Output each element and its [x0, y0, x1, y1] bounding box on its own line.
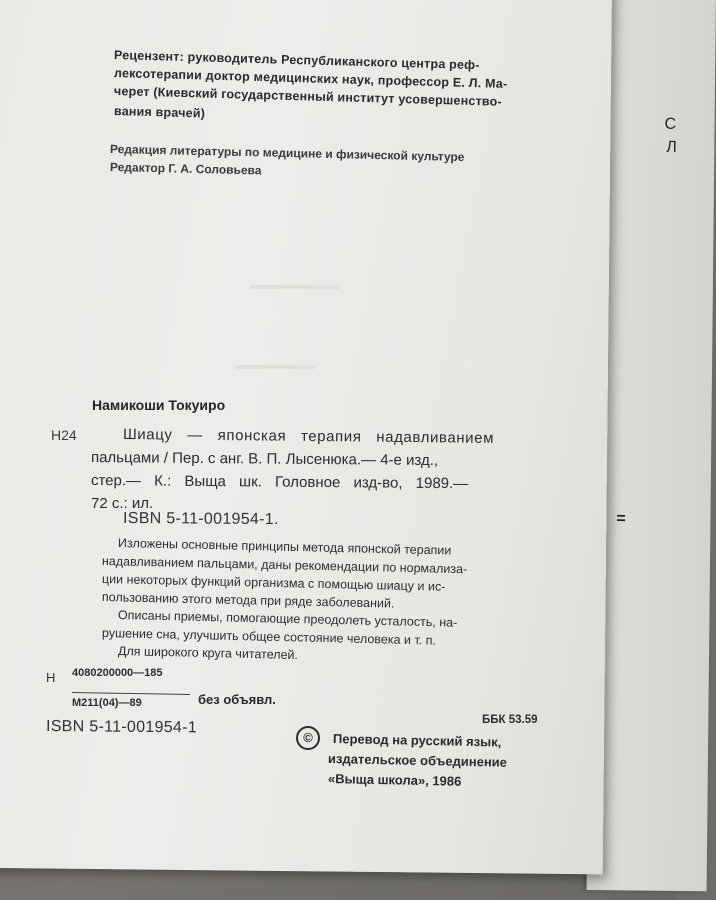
abstract-line: рушение сна, улучшить общее состояние человека и т. п.	[101, 626, 437, 648]
production-numerator: 4080200000—185	[72, 667, 163, 679]
author-name: Намикоши Токуиро	[92, 397, 226, 413]
reviewer-line: Рецензент: руководитель Республиканского центра реф-	[113, 48, 480, 73]
show-through-mark	[250, 285, 340, 289]
abstract-line: Для широкого круга читателей.	[117, 644, 299, 663]
copyright-line: Перевод на русский язык,	[332, 731, 502, 750]
facing-page-letter-2: Л	[666, 138, 677, 156]
catalog-line: пальцами / Пер. с анг. В. П. Лысенюка.— 4-е изд.,	[90, 449, 439, 470]
abstract-line: ции некоторых функций организма с помощью шиацу и ис-	[101, 572, 446, 594]
copyright-line: «Выща школа», 1986	[327, 771, 462, 789]
copyright-line: издательское объединение	[327, 751, 508, 770]
production-letter: Н	[46, 670, 56, 685]
abstract-line: пользованию этого метода при ряде заболеваний.	[101, 590, 395, 611]
editor-name: Редактор Г. А. Соловьева	[109, 160, 262, 178]
abstract-line: надавливанием пальцами, даны рекомендации по нормализа-	[101, 554, 468, 577]
bbk-index: ББК 53.59	[482, 714, 538, 726]
reviewer-line: черет (Киевский государственный институт усовершенство-	[113, 84, 502, 109]
copyright-symbol: ©	[296, 726, 320, 750]
reviewer-line: вания врачей)	[113, 104, 206, 121]
facing-page-mark: =	[616, 510, 626, 528]
facing-page-letter-1: С	[664, 115, 677, 133]
catalog-isbn: ISBN 5-11-001954-1.	[122, 510, 279, 529]
catalog-code: Н24	[51, 427, 77, 443]
production-denominator: М211(04)—89	[72, 697, 142, 709]
abstract-line: Описаны приемы, помогающие преодолеть усталость, на-	[117, 608, 458, 630]
isbn-bottom: ISBN 5-11-001954-1	[45, 718, 198, 737]
catalog-line: 72 с.: ил.	[91, 495, 154, 512]
abstract-line: Изложены основные принципы метода японской терапии	[117, 536, 452, 558]
catalog-line: стер.— К.: Выща шк. Головное изд-во, 1989.—	[90, 472, 469, 493]
catalog-line: Шиацу — японская терапия надавливанием	[122, 426, 495, 447]
production-note: без объявл.	[198, 692, 276, 707]
editorial-office: Редакция литературы по медицине и физической культуре	[109, 142, 465, 165]
reviewer-line: лексотерапии доктор медицинских наук, профессор Е. Л. Ма-	[113, 66, 508, 91]
show-through-mark	[235, 365, 315, 369]
